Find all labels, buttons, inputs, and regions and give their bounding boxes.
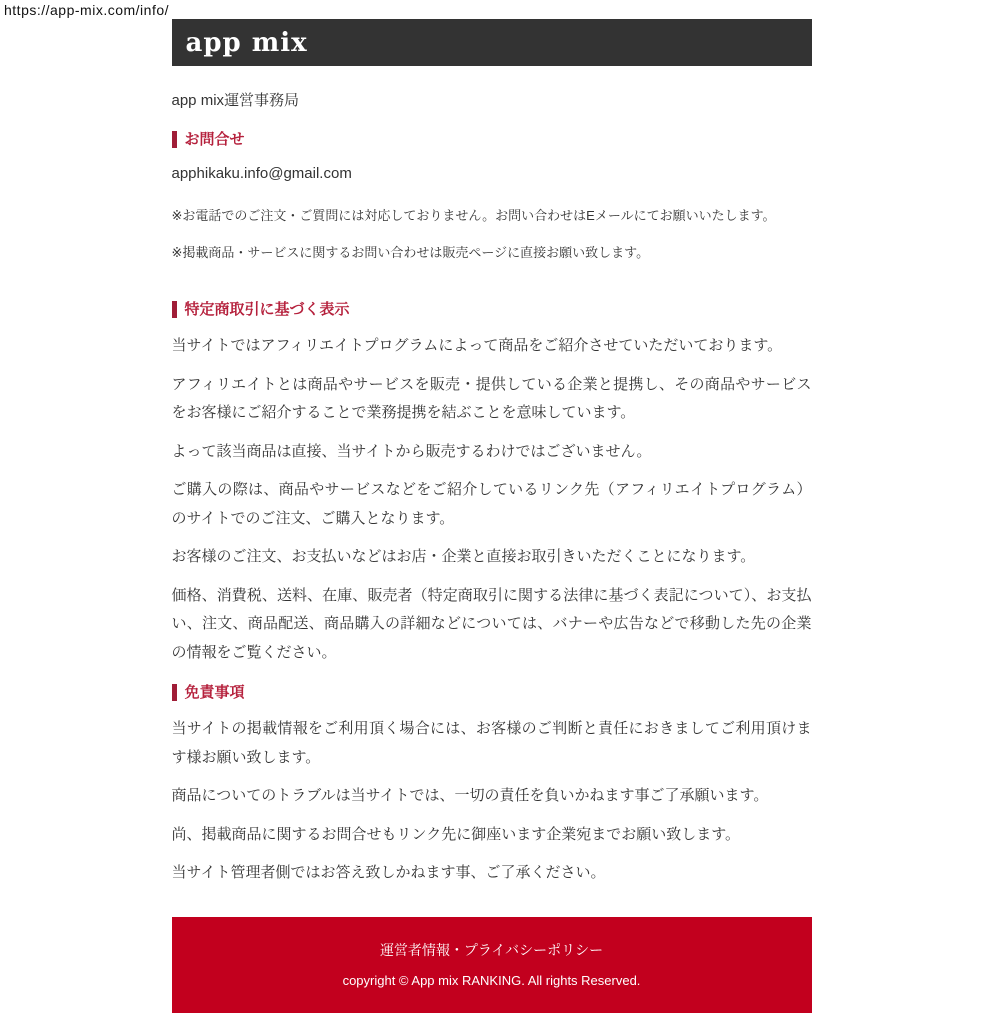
tokutei-body bbox=[172, 332, 812, 667]
contact-note: ※お電話でのご注文・ご質問には対応しておりません。お問い合わせはEメールにてお願いいたします。 bbox=[171, 208, 776, 223]
contact-heading: お問合せ bbox=[172, 131, 812, 148]
paragraph: 商品についてのトラブルは当サイトでは、一切の責任を負いかねます事ご了承願います。 bbox=[171, 787, 769, 804]
page-url: https://app-mix.com/info/ bbox=[4, 2, 170, 18]
page-container bbox=[172, 19, 812, 1013]
footer-nav-links[interactable]: 運営者情報・プライバシーポリシー bbox=[379, 941, 604, 958]
paragraph: 尚、掲載商品に関するお問合せもリンク先に御座います企業宛までお願い致します。 bbox=[171, 825, 741, 843]
section-disclaimer bbox=[172, 684, 812, 888]
paragraph: 当サイト管理者側ではお答え致しかねます事、ご了承ください。 bbox=[171, 864, 606, 881]
paragraph: ご購入の際は、商品やサービスなどをご紹介しているリンク先（アフィリエイトプログラム）のサイトでのご注文、ご購入となります。 bbox=[171, 481, 812, 527]
contact-email: apphikaku.info@gmail.com bbox=[171, 165, 352, 182]
paragraph: よって該当商品は直接、当サイトから販売するわけではございません。 bbox=[171, 442, 652, 460]
section-contact bbox=[172, 131, 812, 262]
paragraph: 当サイトの掲載情報をご利用頂く場合には、お客様のご判断と責任におきましてご利用頂けます様お願い致します。 bbox=[171, 720, 812, 766]
paragraph: アフィリエイトとは商品やサービスを販売・提供している企業と提携し、その商品やサービスをお客様にご紹介することで業務提携を結ぶことを意味しています。 bbox=[171, 375, 812, 421]
disclaimer-body bbox=[172, 715, 812, 888]
operator-name: app mix運営事務局 bbox=[171, 92, 300, 109]
site-header bbox=[172, 19, 812, 66]
paragraph: 当サイトではアフィリエイトプログラムによって商品をご紹介させていただいております。 bbox=[171, 337, 783, 354]
paragraph: 価格、消費税、送料、在庫、販売者（特定商取引に関する法律に基づく表記について）、お支払い、注文、商品配送、商品購入の詳細などについては、バナーや広告などで移動した先の企業の情報をご覧ください。 bbox=[171, 586, 812, 661]
page-footer bbox=[172, 917, 812, 1013]
disclaimer-heading: 免責事項 bbox=[172, 684, 812, 701]
contact-note: ※掲載商品・サービスに関するお問い合わせは販売ページに直接お願い致します。 bbox=[171, 245, 650, 260]
tokutei-heading: 特定商取引に基づく表示 bbox=[172, 301, 812, 318]
site-title: app mix bbox=[185, 27, 308, 58]
footer-copyright: copyright © App mix RANKING. All rights Reserved. bbox=[342, 972, 641, 988]
paragraph: お客様のご注文、お支払いなどはお店・企業と直接お取引きいただくことになります。 bbox=[171, 548, 756, 565]
section-tokutei bbox=[172, 301, 812, 667]
